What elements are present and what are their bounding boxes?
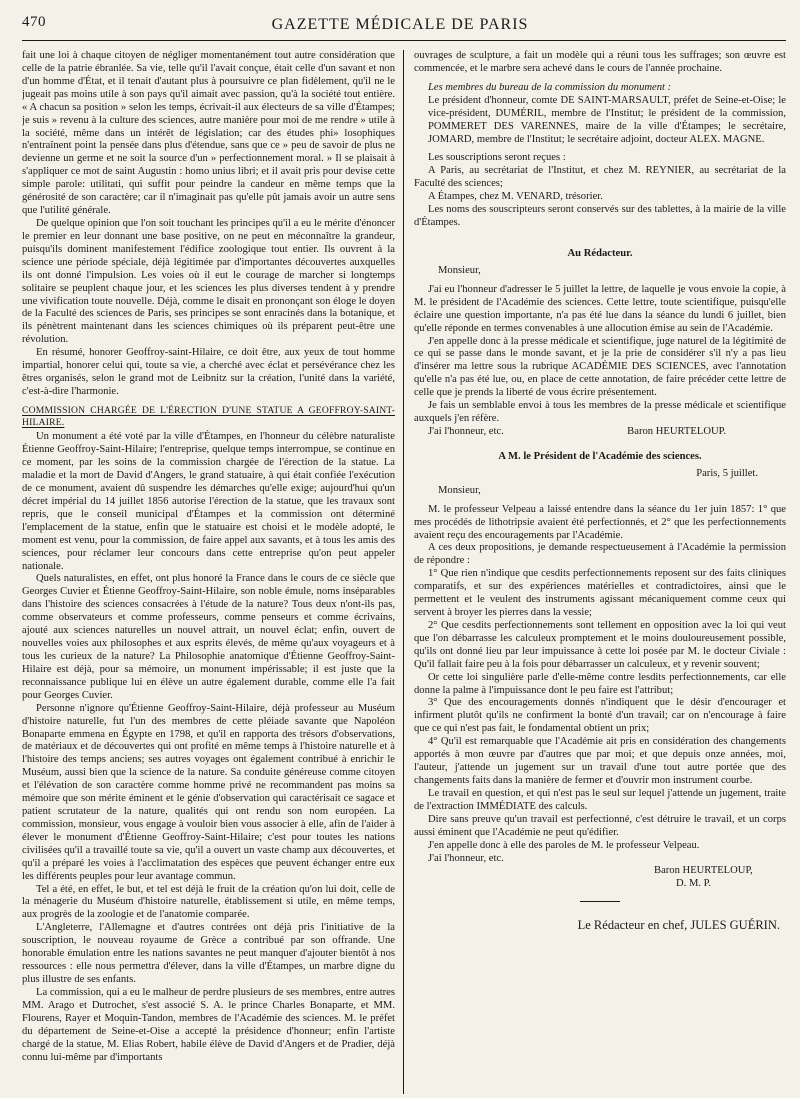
paragraph: Tel a été, en effet, le but, et tel est déjà le fruit de la création qu'on lui doit, celle de la ménagerie du Muséum d'histoire naturelle, établissement si utile, en même temps, aux progrès de la zoologie et de l'anatomie comparée. [22,883,395,921]
paragraph: Un monument a été voté par la ville d'Étampes, en l'honneur du célèbre naturaliste Étienne Geoffroy-Saint-Hilaire; l'entreprise, quelque temps interrompue, se continue en ce moment, par les soins de la commission chargée de l'érection de la statue. La maladie et la mort de David d'Angers, le grand statuaire, à qui était confiée l'exécution de ce monument, avaient dû suspendre les démarches qu'elle exige; aujourd'hui qu'un décret impérial du 14 juillet 1856 autorise l'érection de la statue, que les travaux sont repris, que le conseil municipal d'Étampes et la commission ont déterminé l'emplacement de la statue, enfin que le statuaire est choisi et le modèle adopté, le moment est venu, pour la commission, de faire appel aux savants, et à tous les amis des sciences, pour réclamer leur concours dans cette entreprise qu'on peut appeler nationale. [22,431,395,572]
separator-rule [580,901,620,902]
salutation: Monsieur, [438,484,481,496]
paragraph: De quelque opinion que l'on soit touchant les principes qu'il a eu le mérite d'énoncer le premier en leur donnant une base positive, on ne peut en méconnaître la grandeur, puisqu'ils dominent manifestement l'édifice zoologique tout entier. Ils ouvrent à la science une période spéciale, déjà légitimée par d'importantes découvertes auxquelles ils ont donné l'impulsion. Les voies où il eut le courage de marcher si longtemps solitaire se peuplent chaque jour, et les sciences les plus diverses tendent à y prendre une vivification toute nouvelle. Déjà, comme le disait en prononçant son éloge le doyen de la Faculté des sciences de Paris, ses principes se sont enracinés dans la botanique, et ils pénètrent maintenant dans les sciences chimiques où ils préparent peut-être une révolution. [22,217,395,346]
paragraph: Les noms des souscripteurs seront conservés sur des tablettes, à la mairie de la ville d'Étampes. [414,204,786,229]
running-title: GAZETTE MÉDICALE DE PARIS [271,16,529,33]
paragraph: 4° Qu'il est remarquable que l'Académie ait pris en considération des changements apportés à mon œuvre par d'autres que par moi; et que depuis onze années, moi, l'auteur, j'attende un jugement sur un travail d'une tout autre portée que des changements faits dans la manière de fermer et d'ouvrir mon instrument courbe. [414,736,786,787]
paragraph: Dire sans preuve qu'un travail est perfectionné, c'est détruire le travail, et un corps aussi éminent que l'Académie ne peut qu'édifier. [414,813,786,838]
paragraph: A Étampes, chez M. VENARD, trésorier. [428,191,603,203]
editor-in-chief: Le Rédacteur en chef, JULES GUÉRIN. [577,918,780,933]
bureau-text: Le président d'honneur, comte DE SAINT-MARSAULT, préfet de Seine-et-Oise; le vice-président, DUMÉRIL, membre de l'Institut; le président de la commission, POMMERET DES VARENNES, maire de la ville d'Étampes; le secrétaire, JOMARD, membre de l'Institut; le secrétaire adjoint, docteur ALEX. MAGNE. [428,94,786,145]
paragraph: Personne n'ignore qu'Étienne Geoffroy-Saint-Hilaire, déjà professeur au Muséum d'histoire naturelle, fut l'un des membres de cette pléiade savante que Napoléon Bonaparte emmena en Égypte en 1798, et qu'il en rapporta des trésors d'observations, de matériaux et de découvertes qui ont profité en même temps à l'histoire naturelle et à l'histoire des temps anciens; ses autres voyages ont également contribué à enrichir le Muséum, aussi bien que la science de la nature. Sa conduite généreuse comme citoyen et l'élévation de son caractère comme homme privé ne recommandent pas moins sa mémoire que son mérite éminent et le génie d'observation qui caractérisait ce sagace et patient scrutateur de la nature, qualités qui ont rendu son nom européen. La commission, monsieur, vous engage à vouloir bien vous associer à elle, afin de l'aider à élever le monument d'Étienne Geoffroy-Saint-Hilaire; c'est pour toutes les nations civilisées qu'il a travaillé toute sa vie, qu'il a ouvert un vaste champ aux découvertes, et qu'il a préparé les voies à l'acclimatation des espèces que peuvent échanger entre eux les différents peuples pour leur avantage commun. [22,702,395,882]
closing [414,426,786,439]
paragraph: Le travail en question, et qui n'est pas le seul sur lequel j'attende un jugement, traite de l'extraction IMMÉDIATE des calculs. [414,787,786,812]
bureau-heading: Les membres du bureau de la commission du monument : [428,81,672,93]
closing-text: J'ai l'honneur, etc. [428,425,504,437]
closing-text: J'ai l'honneur, etc. [428,852,504,864]
right-column [404,50,786,1094]
paragraph: 1° Que rien n'indique que cesdits perfectionnements reposent sur des faits cliniques comparatifs, et sur des expériences matérielles et contradictoires, ainsi que le permettent et le veulent des instruments agissant mécaniquement comme ceux qui servent à broyer les pierres dans la vessie; [414,568,786,619]
paragraph: A Paris, au secrétariat de l'Institut, et chez M. REYNIER, au secrétariat de la Faculté des sciences; [414,165,786,190]
paragraph: J'ai eu l'honneur d'adresser le 5 juillet la lettre, de laquelle je vous envoie la copie, à M. le président de l'Académie des sciences. Cette lettre, toute scientifique, puisqu'elle éclaire une question importante, n'a pas été lue dans la séance du lundi 6 juillet, bien qu'elle réponde en termes convenables à une allocution émise au sein de l'Académie. [414,283,786,334]
paragraph: A ces deux propositions, je demande respectueusement à l'Académie la permission de répondre : [414,542,786,567]
section-heading-au-redacteur: Au Rédacteur. [567,247,633,259]
letter-heading: A M. le Président de l'Académie des sciences. [498,450,702,462]
paragraph: En résumé, honorer Geoffroy-saint-Hilaire, ce doit être, aux yeux de tout homme impartial, honorer celui qui, toute sa vie, a cherché avec éclat et persévérance chez les êtres organisés, selon le grand mot de Leibnitz sur la création, l'unité dans la variété, c'est-à-dire l'harmonie. [22,347,395,397]
paragraph: ouvrages de sculpture, a fait un modèle qui a réuni tous les suffrages; son œuvre est commencée, et le marbre sera achevé dans le cours de l'année prochaine. [414,50,786,74]
salutation: Monsieur, [438,264,481,276]
paragraph: Je fais un semblable envoi à tous les membres de la presse médicale et scientifique auxquels j'en réfère. [414,400,786,425]
section-title: COMMISSION CHARGÉE DE L'ÉRECTION D'UNE STATUE A GEOFFROY-SAINT-HILAIRE. [22,404,395,428]
columns [22,50,786,1094]
left-column [22,50,404,1094]
paragraph: 3° Que des encouragements donnés n'indiquent que le désir d'encourager et infirment plutôt qu'ils ne confirment la bonté d'un travail; car on n'encourage à faire que ce qui n'est pas fait, le fondamental obtient un prix; [414,697,786,735]
paragraph: fait une loi à chaque citoyen de négliger momentanément tout autre considération que celle de la patrie ébranlée. Sa vie, telle qu'il l'avait conçue, était celle d'un savant et non d'un homme d'État, et il tenait d'autant plus à poursuivre ce plan fidèlement, qu'il ne le jugeait pas moins utile à son pays qu'il aimait avec passion, qu'à la société tout entière. « A chacun sa position » selon les temps, écrivait-il aux électeurs de sa ville d'Étampes; je suis » revenu à la culture des sciences, autre manière pour moi de me rendre » utile à la société, même dans un intérêt de législation; car des études phi» losophiques n'entraînent point la pensée dans plus d'étendue, sans que ce » peu de savoir de plus ne devienne un germe et ne soit la source d'un » perfectionnement moral. » Il se plaisait à s'appliquer ce mot de saint Augustin : homo unius libri; et il avait pris pour devise cette simple parole: utilitati, qui suffit pour peindre la candeur en même temps que la générosité de son caractère; car il n'imaginait pas qu'elle pût jamais avoir un autre sens que l'utilité générale. [22,50,395,217]
paragraph: 2° Que cesdits perfectionnements sont tellement en opposition avec la loi qui veut que l'on débarrasse les calculeux promptement et le moins douloureusement possible, qu'ils ont donné lieu par leur impuissance à cette loi posée par M. le docteur Civiale : Qu'il fallait faire peu à la fois pour débarrasser un calculeux, et y revenir souvent; [414,619,786,670]
paragraph: Les souscriptions seront reçues : [428,152,566,164]
letter-date: Paris, 5 juillet. [696,467,758,479]
paragraph: J'en appelle donc à la presse médicale et scientifique, juge naturel de la légitimité de ce qui se passe dans le monde savant, et je la prie de considérer s'il n'y a pas lieu d'insérer ma lettre sous la rubrique ACADÉMIE DES SCIENCES, avec l'annotation qu'elle n'a pas été lue, ou, en place de cette annotation, de faire précéder cette lettre de celle que je prends la liberté de vous écrire présentement. [414,335,786,399]
signature-title: D. M. P. [676,878,712,890]
paragraph: La commission, qui a eu le malheur de perdre plusieurs de ses membres, entre autres MM. Arago et Dutrochet, s'est associé S. A. le prince Charles Bonaparte, et MM. Flourens, Rayer et Moquin-Tandon, membres de l'Académie des sciences. M. le préfet du département de Seine-et-Oise a accepté la présidence d'honneur; enfin l'artiste chargé de la statue, M. Elias Robert, habile élève de David d'Angers et de Pradier, déjà connu lui-même par d'importants [22,986,395,1063]
signature: Baron HEURTELOUP. [627,425,726,437]
paragraph: Or cette loi singulière parle d'elle-même contre lesdits perfectionnements, car elle donne la palme à l'impuissance dont le peu faire est l'attribut; [414,671,786,696]
paragraph: J'en appelle donc à elle des paroles de M. le professeur Velpeau. [428,839,700,851]
signature: Baron HEURTELOUP, [654,865,753,877]
page-number: 470 [22,14,46,30]
paragraph: M. le professeur Velpeau a laissé entendre dans la séance du 1er juin 1857: 1° que mes procédés de lithotripsie avaient été perfectionnés, et 2° que les perfectionnements avaient reçu des encouragements par l'Académie. [414,503,786,541]
paragraph: L'Angleterre, l'Allemagne et d'autres contrées ont déjà pris l'initiative de la souscription, le nouveau royaume de Grèce a contribué par son offrande. Une honorable émulation entre les nations savantes ne peut manquer d'ajouter bientôt à nos ressources : elle nous permettra d'élever, dans la ville d'Étampes, un marbre digne du plus illustre de ses enfants. [22,922,395,986]
page-header [22,0,786,32]
header-rule [22,40,786,41]
paragraph: Quels naturalistes, en effet, ont plus honoré la France dans le cours de ce siècle que Georges Cuvier et Étienne Geoffroy-Saint-Hilaire, son noble émule, noms inséparables dans l'histoire des sciences consacrées à l'étude de la nature? Tous deux n'ont-ils pas, comme observateurs et comme professeurs, comme penseurs et comme écrivains, ajouté aux sciences naturelles un nouvel attrait, un nouvel éclat; enfin, ouvert de nouvelles voies aux philosophes et aux esprits élevés, de même qu'aux voyageurs et à tous les curieux de la nature? La Philosophie anatomique d'Étienne Geoffroy-Saint-Hilaire est déjà, pour sa mémoire, un monument impérissable; il est juste que la reconnaissance publique lui en élève un autre également durable, comme elle l'a fait pour Georges Cuvier. [22,573,395,701]
